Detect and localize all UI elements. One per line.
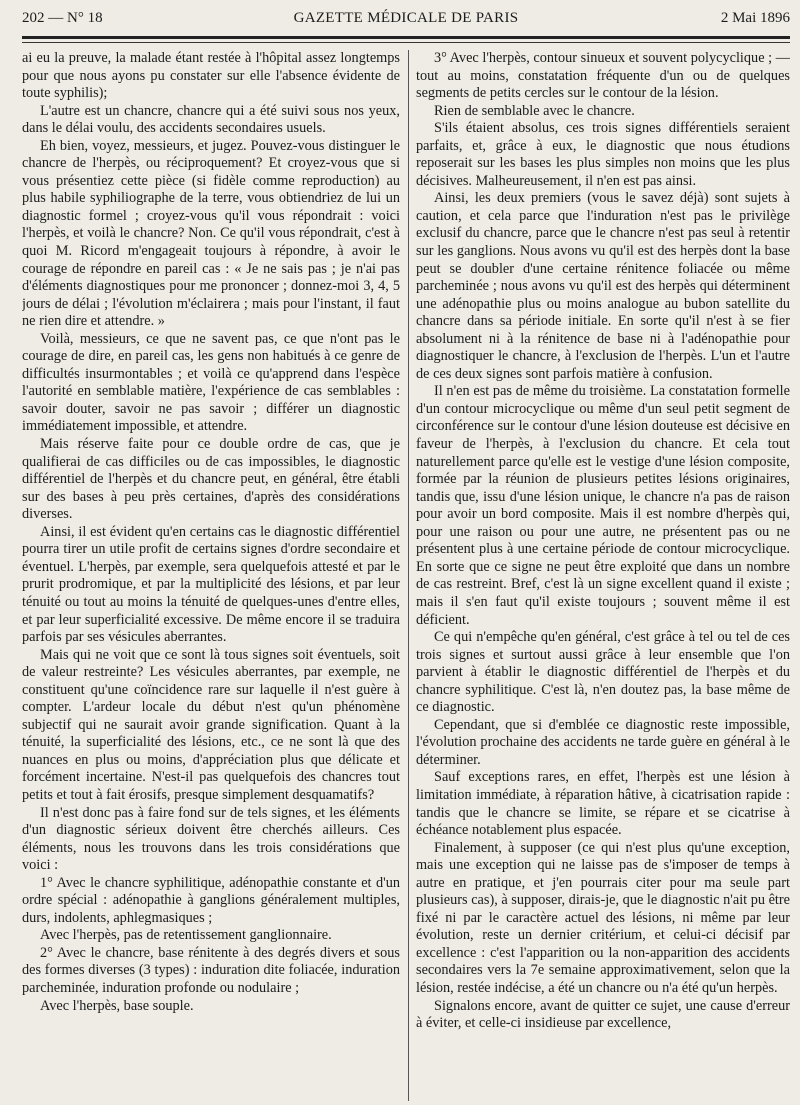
header-rule-thin — [22, 42, 790, 43]
paragraph: L'autre est un chancre, chancre qui a été suivi sous nos yeux, dans le délai voulu, des accidents secondaires usuels. — [22, 102, 400, 137]
paragraph: Mais qui ne voit que ce sont là tous signes soit éventuels, soit de valeur restreinte? Les vésicules aberrantes, par exemple, ne constituent qu'une coïncidence rare sur laquelle il n'est guère à compter. L'ardeur locale du début n'est qu'un phénomène subjectif qui ne saurait avoir grande signification. Quant à la ténuité, la superficialité des lésions, etc., ce ne sont là que des nuances en plus ou moins, d'appréciation plus que délicate et forcément incertaine. N'est-il pas quelquefois des chancres tout petits et tout à fait érosifs, presque simplement desquamatifs? — [22, 646, 400, 803]
page-number: 202 — N° 18 — [22, 10, 103, 26]
paragraph: Avec l'herpès, base souple. — [40, 997, 194, 1014]
paragraph: ai eu la preuve, la malade étant restée à l'hôpital assez longtemps pour que nous ayons pu constater sur elle l'absence évidente de toute syphilis); — [22, 50, 400, 102]
paragraph: Il n'en est pas de même du troisième. La constatation formelle d'un contour microcyclique ou même d'un seul petit segment de circonférence sur le contour d'une lésion douteuse est décisive en faveur de l'herpès, à l'exclusion du chancre. Et cela tout naturellement parce qu'elle est le vestige d'une lésion composite, formée par la réunion de plusieurs petites lésions originaires, tandis que, issu d'une lésion unique, le chancre n'a pas de raison pour avoir un bord composite. Mais il est nombre d'herpès qui, pour une raison ou pour une autre, ne présentent pas ou ne présentent plus à une certaine période de contour microcyclique. En sorte que ce signe ne peut être exploité que dans un nombre de cas restreint. Bref, c'est là un signe excellent quand il existe ; mais il s'en faut qu'il existe toujours ; souvent même il est déficient. — [416, 383, 790, 628]
right-column — [416, 50, 790, 1101]
paragraph: Sauf exceptions rares, en effet, l'herpès est une lésion à limitation immédiate, à réparation hâtive, à cicatrisation rapide : tandis que le chancre se limite, se répare et se cicatrise à échéance notablement plus espacée. — [416, 769, 790, 839]
paragraph: Voilà, messieurs, ce que ne savent pas, ce que n'ont pas le courage de dire, en pareil cas, les gens non habitués à ce genre de difficultés insurmontables ; et voilà ce qu'apprend dans l'espèce l'autorité en semblable matière, l'expérience de cas semblables : savoir douter, savoir ne pas savoir ; différer un diagnostic immédiatement impossible, et attendre. — [22, 330, 400, 435]
paragraph: Mais réserve faite pour ce double ordre de cas, que je qualifierai de cas difficiles ou de cas impossibles, le diagnostic différentiel de l'herpès et du chancre peut, en général, être établi sur des bases à peu près certaines, d'après des considérations diverses. — [22, 436, 400, 523]
issue-date: 2 Mai 1896 — [720, 10, 790, 26]
paragraph: Ce qui n'empêche qu'en général, c'est grâce à tel ou tel de ces trois signes et surtout aussi grâce à leur ensemble que l'on parvient à établir le diagnostic différentiel de l'herpès et du chancre syphilitique. C'est là, n'en doutez pas, la base même de ce diagnostic. — [416, 629, 790, 716]
paragraph: 3° Avec l'herpès, contour sinueux et souvent polycyclique ; — tout au moins, constatation fréquente d'un ou de quelques segments de petits cercles sur le contour de la lésion. — [416, 50, 790, 102]
paragraph: Eh bien, voyez, messieurs, et jugez. Pouvez-vous distinguer le chancre de l'herpès, ou réciproquement? Et croyez-vous que si vous présentiez cette pièce (si fidèle comme reproduction) au plus habile syphiliographe de la terre, vous obtiendriez de lui un diagnostic formel ; croyez-vous qu'il vous répondrait : voici l'herpès, et voilà le chancre? Non. Ce qu'il vous répondrait, c'est à quoi M. Ricord m'engageait toujours à répondre, à avoir le courage de répondre en pareil cas : « Je ne sais pas ; je n'ai pas d'éléments diagnostiques pour me prononcer ; donnez-moi 3, 4, 5 jours de délai ; l'évolution m'éclairera ; mais pour l'instant, il faut ne rien dire et attendre. » — [22, 137, 400, 330]
paragraph: 1° Avec le chancre syphilitique, adénopathie constante et d'un ordre spécial : adénopathie à ganglions généralement multiples, durs, indolents, aphlegmasiques ; — [22, 874, 400, 926]
paragraph: Signalons encore, avant de quitter ce sujet, une cause d'erreur à éviter, et celle-ci insidieuse par excellence, — [416, 997, 790, 1032]
paragraph: Avec l'herpès, pas de retentissement ganglionnaire. — [40, 927, 332, 944]
paragraph: Ainsi, il est évident qu'en certains cas le diagnostic différentiel pourra tirer un utile profit de certains signes d'ordre secondaire et éventuel. L'herpès, par exemple, sera quelquefois attesté et par le prurit prodromique, et par la multiplicité des lésions, et par leur ténuité ou tout au moins la ténuité de quelques-unes d'entre elles, et par leur superficialité excessive. De même encore il se traduira parfois par ses vésicules aberrantes. — [22, 523, 400, 646]
paragraph: Cependant, que si d'emblée ce diagnostic reste impossible, l'évolution prochaine des accidents ne tarde guère en général à le déterminer. — [416, 716, 790, 768]
column-divider — [408, 50, 409, 1101]
paragraph: 2° Avec le chancre, base rénitente à des degrés divers et sous des formes diverses (3 types) : induration dite foliacée, induration parcheminée, induration profonde ou nodulaire ; — [22, 944, 400, 996]
left-column — [22, 50, 400, 1101]
paragraph: Il n'est donc pas à faire fond sur de tels signes, et les éléments d'un diagnostic sérieux doivent être cherchés ailleurs. Ces éléments, nous les trouvons dans les trois considérations que voici : — [22, 804, 400, 874]
journal-title: GAZETTE MÉDICALE DE PARIS — [293, 10, 519, 26]
paragraph: Finalement, à supposer (ce qui n'est plus qu'une exception, mais une exception qui ne laisse pas de s'imposer de temps à autre en pratique, et j'en pourrais citer pour ma seule part plusieurs cas), à supposer, dirais-je, que le diagnostic n'ait pu être fixé ni par le caractère actuel des lésions, ni même par leur évolution, reste un dernier critérium, et celui-ci décisif par excellence : c'est l'apparition ou la non-apparition des accidents secondaires vers la 7e semaine approximativement, selon que la lésion, restée indécise, a été un chancre ou n'a été qu'un herpès. — [416, 839, 790, 996]
header-rule-thick — [22, 36, 790, 39]
paragraph: Ainsi, les deux premiers (vous le savez déjà) sont sujets à caution, et cela parce que l'induration n'est pas le privilège exclusif du chancre, parce que le chancre n'est pas seul à retentir sur les ganglions. Nous avons vu qu'il est des herpès dont la base peut se doubler d'une certaine rénitence foliacée ou même parcheminée ; nous avons vu qu'il est des herpès qui déterminent une adénopathie plus ou moins analogue au bubon satellite du chancre dans sa période initiale. En sorte qu'il n'est à se fier absolument ni à la rénitence de base ni à l'adénopathie pour diagnostiquer le chancre, à l'exclusion de l'herpès. L'un et l'autre de ces deux signes sont parfois matière à confusion. — [416, 190, 790, 382]
page-header — [22, 10, 790, 32]
paragraph: S'ils étaient absolus, ces trois signes différentiels seraient parfaits, et, grâce à eux, le diagnostic que nous étudions reposerait sur les bases les plus simples non moins que les plus décisives. Malheureusement, il n'en est pas ainsi. — [416, 120, 790, 189]
paragraph: Rien de semblable avec le chancre. — [434, 102, 635, 119]
